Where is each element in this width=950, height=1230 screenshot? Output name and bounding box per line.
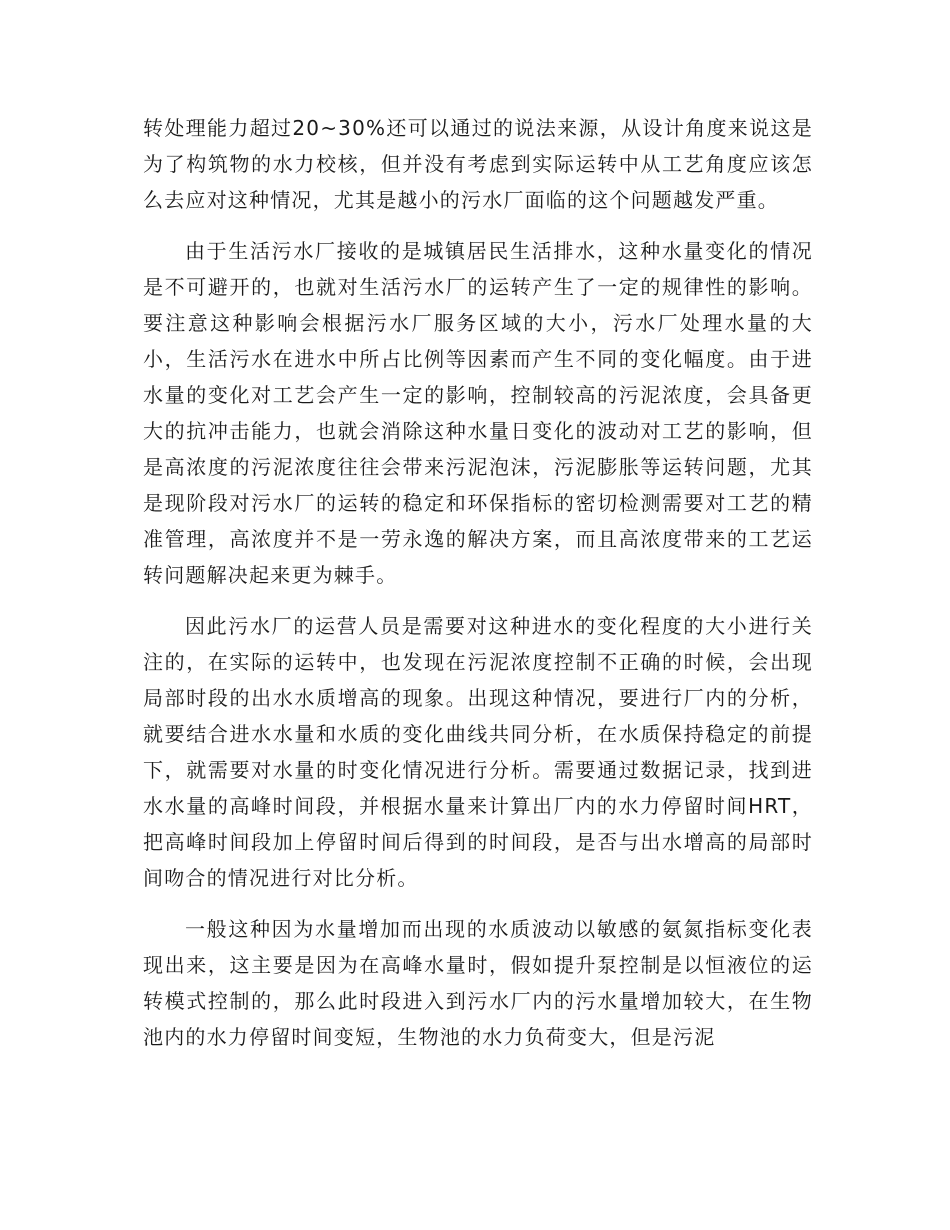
paragraph-2: 由于生活污水厂接收的是城镇居民生活排水，这种水量变化的情况是不可避开的，也就对生活污水厂的运转产生了一定的规律性的影响。要注意这种影响会根据污水厂服务区域的大小，污水厂处理水量的大小，生活污水在进水中所占比例等因素而产生不同的变化幅度。由于进水量的变化对工艺会产生一定的影响，控制较高的污泥浓度，会具备更大的抗冲击能力，也就会消除这种水量日变化的波动对工艺的影响，但是高浓度的污泥浓度往往会带来污泥泡沫，污泥膨胀等运转问题，尤其是现阶段对污水厂的运转的稳定和环保指标的密切检测需要对工艺的精准管理，高浓度并不是一劳永逸的解决方案，而且高浓度带来的工艺运转问题解决起来更为棘手。 [143, 239, 813, 587]
paragraph-4: 一般这种因为水量增加而出现的水质波动以敏感的氨氮指标变化表现出来，这主要是因为在高峰水量时，假如提升泵控制是以恒液位的运转模式控制的，那么此时段进入到污水厂内的污水量增加较大，在生物池内的水力停留时间变短，生物池的水力负荷变大，但是污泥 [143, 917, 813, 1049]
paragraph-3: 因此污水厂的运营人员是需要对这种进水的变化程度的大小进行关注的，在实际的运转中，也发现在污泥浓度控制不正确的时候，会出现局部时段的出水水质增高的现象。出现这种情况，要进行厂内的分析，就要结合进水水量和水质的变化曲线共同分析，在水质保持稳定的前提下，就需要对水量的时变化情况进行分析。需要通过数据记录，找到进水水量的高峰时间段，并根据水量来计算出厂内的水力停留时间HRT，把高峰时间段加上停留时间后得到的时间段，是否与出水增高的局部时间吻合的情况进行对比分析。 [143, 614, 813, 890]
paragraph-1: 转处理能力超过20~30%还可以通过的说法来源，从设计角度来说这是为了构筑物的水力校核，但并没有考虑到实际运转中从工艺角度应该怎么去应对这种情况，尤其是越小的污水厂面临的这个问题越发严重。 [143, 116, 813, 212]
body-text [143, 110, 813, 1055]
